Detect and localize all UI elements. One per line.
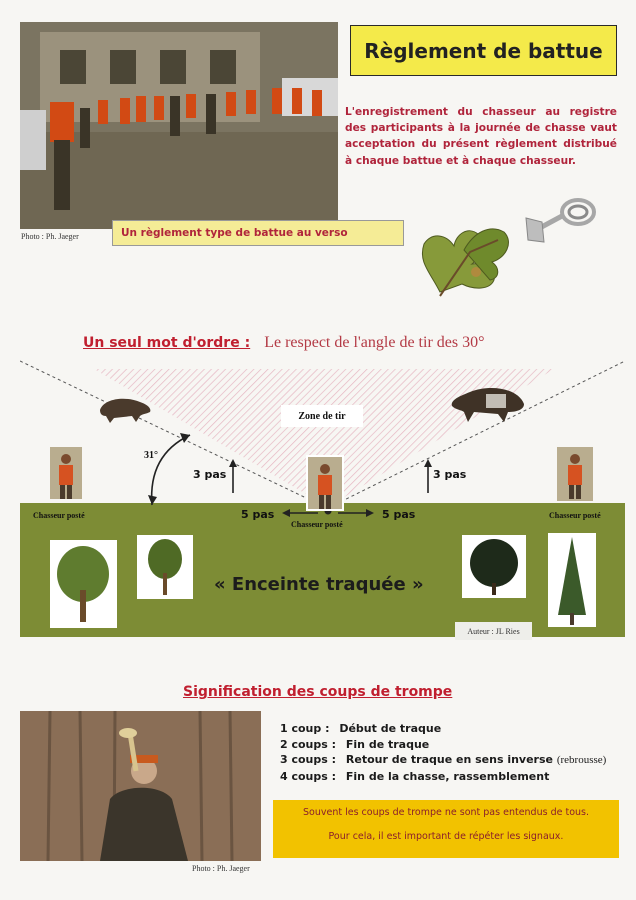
note-line-2: Pour cela, il est important de répéter les signaux. [328, 831, 564, 842]
tree-icon [50, 540, 117, 628]
intro-text: L'enregistrement du chasseur au registre des participants à la journée de chasse vaut acceptation du présent règlement distribué à chaque battue et à chaque chasseur. [345, 106, 617, 167]
hunter-center-label: Chasseur posté [291, 520, 343, 529]
verso-note: Un règlement type de battue au verso [112, 220, 404, 246]
trompe-note-box [273, 800, 619, 858]
enceinte-label: « Enceinte traquée » [214, 574, 424, 595]
hunter-icon [50, 447, 82, 499]
distance-3pas-left: 3 pas [193, 468, 227, 481]
list-item: 3 coups : Retour de traque en sens inverse (rebrousse) [280, 753, 607, 766]
tree-icon [548, 533, 596, 627]
boar-icon [446, 380, 528, 424]
angle-arc [152, 435, 190, 505]
hunting-horn-icon [522, 190, 612, 250]
hunter-icon [306, 455, 344, 511]
angle-heading-rest: Le respect de l'angle de tir des 30° [264, 334, 485, 351]
oak-leaf-icon [410, 212, 518, 302]
zone-label-text: Zone de tir [298, 410, 346, 422]
photo-credit-bottom: Photo : Ph. Jaeger [192, 864, 250, 873]
horn-player-photo [20, 711, 261, 861]
zone-label [281, 405, 363, 427]
distance-5pas-right: 5 pas [382, 508, 416, 521]
hunter-left-label: Chasseur posté [33, 511, 85, 520]
angle-heading [83, 334, 603, 352]
list-item: 4 coups : Fin de la chasse, rassemblement [280, 769, 550, 783]
list-item: 2 coups : Fin de traque [280, 737, 430, 751]
tree-icon [137, 535, 193, 599]
tree-icon [462, 535, 526, 598]
distance-5pas-left: 5 pas [241, 508, 275, 521]
angle-label: 31° [144, 450, 158, 461]
hunter-right-label: Chasseur posté [549, 511, 601, 520]
group-photo [20, 22, 338, 229]
list-item: 1 coup : Début de traque [280, 722, 442, 735]
trompe-heading: Signification des coups de trompe [183, 684, 453, 700]
boar-icon [96, 392, 154, 424]
photo-credit-top: Photo : Ph. Jaeger [21, 232, 79, 241]
signals-list [280, 721, 620, 784]
distance-3pas-right: 3 pas [433, 468, 467, 481]
page-title: Règlement de battue [350, 25, 617, 76]
angle-heading-bold: Un seul mot d'ordre : [83, 335, 251, 351]
note-line-1: Souvent les coups de trompe ne sont pas entendus de tous. [302, 807, 590, 818]
author-credit: Auteur : JL Ries [455, 622, 532, 640]
hunter-icon [557, 447, 593, 501]
